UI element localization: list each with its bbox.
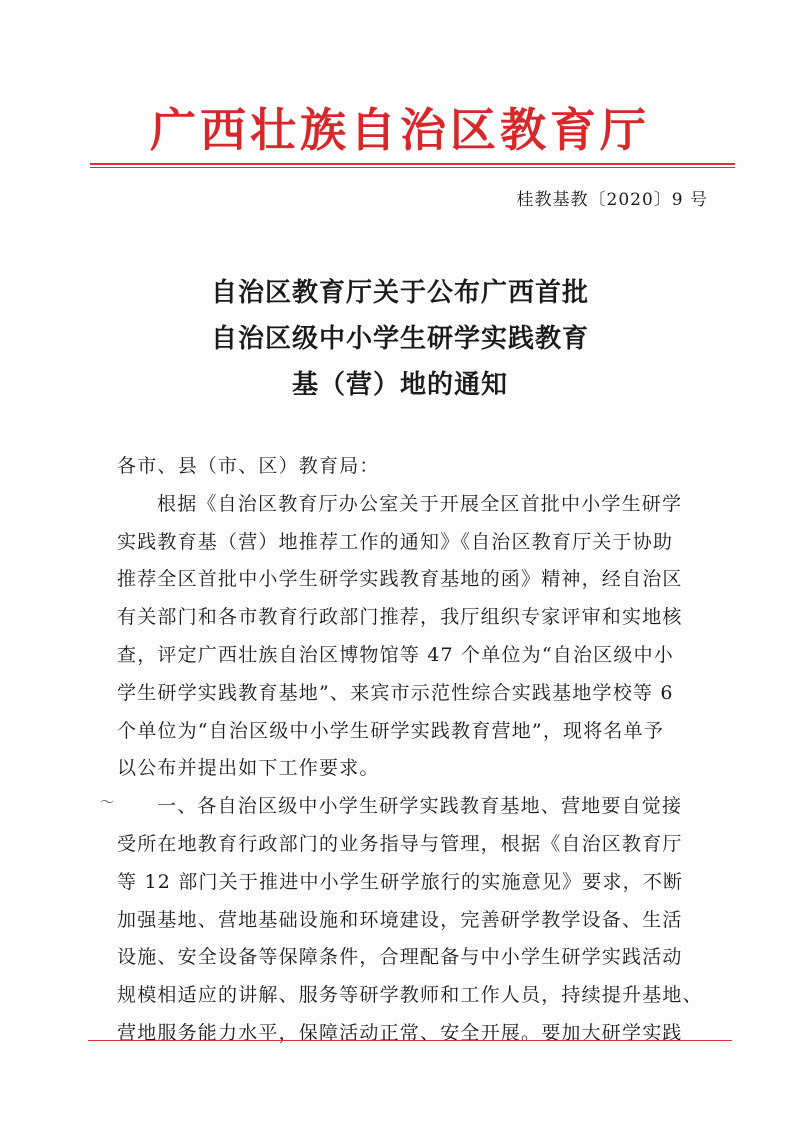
document-body bbox=[117, 448, 717, 1053]
body-line: 加强基地、营地基础设施和环境建设，完善研学教学设备、生活 bbox=[117, 908, 683, 931]
body-line: 营地服务能力水平，保障活动正常、安全开展。要加大研学实践 bbox=[117, 1021, 683, 1044]
body-line: 根据《自治区教育厅办公室关于开展全区首批中小学生研学 bbox=[157, 492, 683, 515]
title-line-2: 自治区级中小学生研学实践教育 bbox=[210, 324, 589, 354]
issuer-header: 广西壮族自治区教育厅 bbox=[150, 103, 650, 157]
body-line: 实践教育基（营）地推荐工作的通知》《自治区教育厅关于协助 bbox=[117, 530, 674, 553]
header-red-rule-thin bbox=[90, 167, 735, 168]
document-title bbox=[0, 270, 800, 408]
body-line: 规模相适应的讲解、服务等研学教师和工作人员，持续提升基地、 bbox=[117, 984, 703, 1007]
title-line-1: 自治区教育厅关于公布广西首批 bbox=[210, 278, 589, 308]
footer-red-rule bbox=[88, 1040, 732, 1041]
header-red-rule bbox=[90, 163, 735, 165]
body-line: 有关部门和各市教育行政部门推荐，我厅组织专家评审和实地核 bbox=[117, 606, 683, 629]
body-line: 受所在地教育行政部门的业务指导与管理，根据《自治区教育厅 bbox=[117, 832, 683, 855]
salutation: 各市、县（市、区）教育局： bbox=[117, 455, 380, 477]
body-line: 个单位为“自治区级中小学生研学实践教育营地”，现将名单予 bbox=[117, 719, 665, 742]
body-line: 学生研学实践教育基地”、来宾市示范性综合实践基地学校等 6 bbox=[117, 681, 674, 704]
body-line: 查，评定广西壮族自治区博物馆等 47 个单位为“自治区级中小 bbox=[117, 643, 674, 666]
title-line-3: 基（营）地的通知 bbox=[291, 370, 508, 400]
body-line: 设施、安全设备等保障条件，合理配备与中小学生研学实践活动 bbox=[117, 946, 683, 969]
pen-mark: ～ bbox=[100, 795, 114, 811]
body-line: 以公布并提出如下工作要求。 bbox=[117, 757, 380, 780]
body-line: 等 12 部门关于推进中小学生研学旅行的实施意见》要求，不断 bbox=[117, 870, 684, 893]
document-number: 桂教基教〔2020〕9 号 bbox=[516, 190, 708, 210]
body-line: 一、各自治区级中小学生研学实践教育基地、营地要自觉接 bbox=[157, 795, 683, 818]
body-line: 推荐全区首批中小学生研学实践教育基地的函》精神，经自治区 bbox=[117, 568, 683, 591]
